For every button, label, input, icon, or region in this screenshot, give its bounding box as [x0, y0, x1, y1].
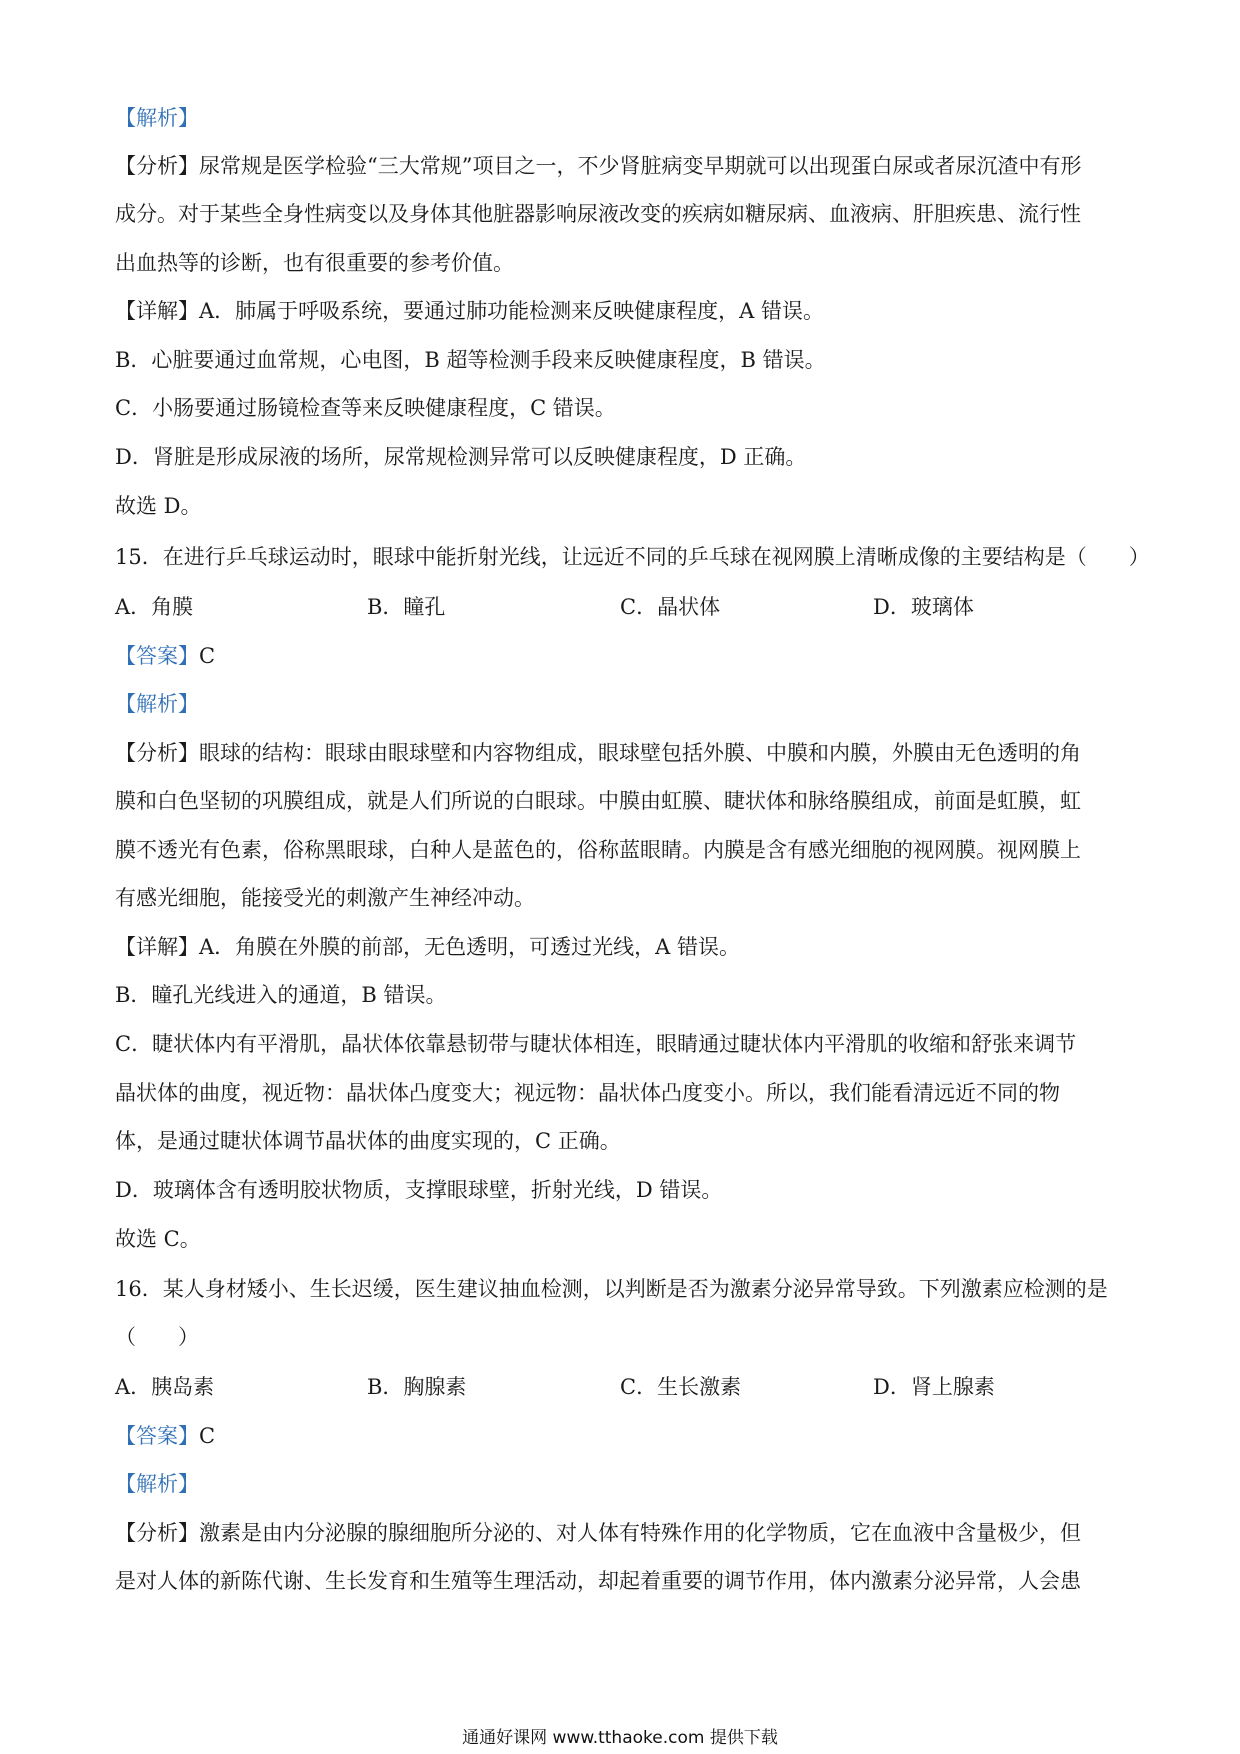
text-line: B．瞳孔光线进入的通道，B 错误。	[115, 983, 447, 1007]
text-line: 【分析】眼球的结构：眼球由眼球壁和内容物组成，眼球壁包括外膜、中膜和内膜，外膜由无色透明的角	[115, 741, 1081, 765]
q16-option-a: A．胰岛素	[115, 1375, 215, 1399]
text-line: 膜不透光有色素，俗称黑眼球，白种人是蓝色的，俗称蓝眼睛。内膜是含有感光细胞的视网膜。视网膜上	[115, 838, 1081, 862]
q16-option-c: C．生长激素	[620, 1375, 742, 1399]
answer-line: 【答案】C	[115, 1424, 216, 1448]
page-footer: 通通好课网 www.tthaoke.com 提供下载	[462, 1728, 778, 1748]
text-line: 【详解】A．肺属于呼吸系统，要通过肺功能检测来反映健康程度，A 错误。	[115, 299, 825, 323]
analysis-heading: 【解析】	[115, 1472, 199, 1496]
text-line: C．睫状体内有平滑肌，晶状体依靠悬韧带与睫状体相连，眼睛通过睫状体内平滑肌的收缩和舒张来调节	[115, 1032, 1077, 1056]
q15-option-d: D．玻璃体	[873, 595, 974, 619]
question-15: 15．在进行乒乓球运动时，眼球中能折射光线，让远近不同的乒乓球在视网膜上清晰成像的主要结构是（ ）	[115, 545, 1150, 569]
text-line: C．小肠要通过肠镜检查等来反映健康程度，C 错误。	[115, 396, 616, 420]
text-line: 故选 D。	[115, 494, 202, 518]
text-line: 体，是通过睫状体调节晶状体的曲度实现的，C 正确。	[115, 1129, 621, 1153]
q16-option-b: B．胸腺素	[367, 1375, 467, 1399]
text-line: B．心脏要通过血常规，心电图，B 超等检测手段来反映健康程度，B 错误。	[115, 348, 826, 372]
q15-option-b: B．瞳孔	[367, 595, 446, 619]
text-line: 【分析】尿常规是医学检验“三大常规”项目之一，不少肾脏病变早期就可以出现蛋白尿或者尿沉渣中有形	[115, 154, 1082, 178]
text-line: D．肾脏是形成尿液的场所，尿常规检测异常可以反映健康程度，D 正确。	[115, 445, 807, 469]
text-line: D．玻璃体含有透明胶状物质，支撑眼球壁，折射光线，D 错误。	[115, 1178, 723, 1202]
question-16-bracket: （ ）	[115, 1325, 199, 1349]
text-line: 故选 C。	[115, 1227, 201, 1251]
text-line: 【详解】A．角膜在外膜的前部，无色透明，可透过光线，A 错误。	[115, 935, 741, 959]
answer-line: 【答案】C	[115, 644, 216, 668]
text-line: 有感光细胞，能接受光的刺激产生神经冲动。	[115, 886, 535, 910]
text-line: 【分析】激素是由内分泌腺的腺细胞所分泌的、对人体有特殊作用的化学物质，它在血液中含量极少，但	[115, 1521, 1081, 1545]
q15-option-c: C．晶状体	[620, 595, 721, 619]
q15-option-a: A．角膜	[115, 595, 194, 619]
q16-option-d: D．肾上腺素	[873, 1375, 995, 1399]
text-line: 成分。对于某些全身性病变以及身体其他脏器影响尿液改变的疾病如糖尿病、血液病、肝胆疾患、流行性	[115, 202, 1081, 226]
text-line: 出血热等的诊断，也有很重要的参考价值。	[115, 251, 514, 275]
text-line: 膜和白色坚韧的巩膜组成，就是人们所说的白眼球。中膜由虹膜、睫状体和脉络膜组成，前面是虹膜，虹	[115, 789, 1081, 813]
analysis-heading: 【解析】	[115, 106, 199, 130]
analysis-heading: 【解析】	[115, 692, 199, 716]
text-line: 是对人体的新陈代谢、生长发育和生殖等生理活动，却起着重要的调节作用，体内激素分泌异常，人会患	[115, 1569, 1081, 1593]
text-line: 晶状体的曲度，视近物：晶状体凸度变大；视远物：晶状体凸度变小。所以，我们能看清远近不同的物	[115, 1081, 1060, 1105]
q15-options	[115, 593, 1135, 621]
question-16: 16．某人身材矮小、生长迟缓，医生建议抽血检测，以判断是否为激素分泌异常导致。下列激素应检测的是	[115, 1277, 1108, 1301]
q16-options	[115, 1373, 1135, 1401]
